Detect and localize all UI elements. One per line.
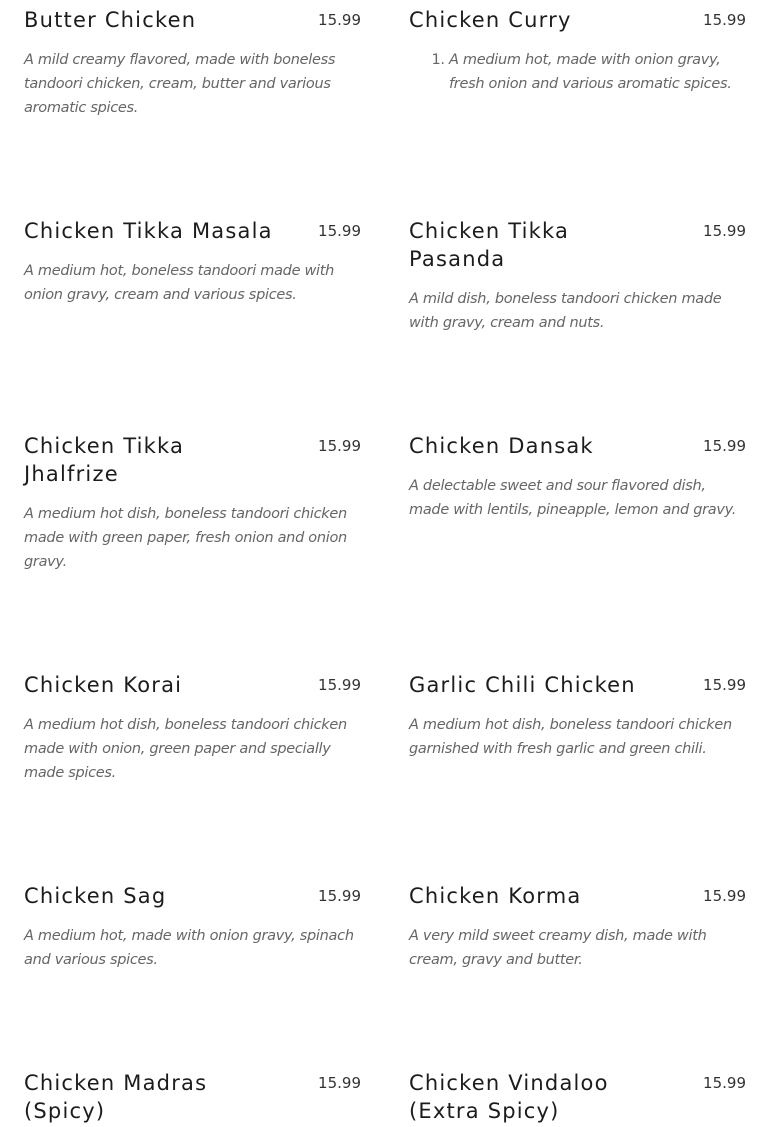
- menu-item: [409, 882, 746, 972]
- menu-item: [24, 217, 361, 307]
- menu-item-name: Chicken Tikka Pasanda: [409, 219, 570, 271]
- menu-item-name: Chicken Tikka Masala: [24, 219, 273, 243]
- menu-item-price: 15.99: [703, 222, 746, 240]
- menu-item-price: 15.99: [318, 222, 361, 240]
- menu-item: [409, 671, 746, 761]
- menu-item-name: Chicken Korai: [24, 673, 183, 697]
- menu-item-name: Chicken Korma: [409, 884, 582, 908]
- menu-item-description: A medium hot, boneless tandoori made with onion gravy, cream and various spices.: [24, 263, 335, 303]
- menu-item: [409, 6, 746, 96]
- menu-item-price: 15.99: [318, 1074, 361, 1092]
- menu-item-description: A medium hot dish, boneless tandoori chicken garnished with fresh garlic and green chili.: [409, 717, 732, 757]
- menu-item: [24, 671, 361, 785]
- menu-item-description: A delectable sweet and sour flavored dish, made with lentils, pineapple, lemon and gravy.: [409, 478, 737, 518]
- menu-item-price: 15.99: [703, 11, 746, 29]
- menu-item-description: 1. A medium hot, made with onion gravy, fresh onion and various aromatic spices.: [449, 48, 746, 96]
- menu-item-description: A very mild sweet creamy dish, made with cream, gravy and butter.: [409, 928, 707, 968]
- menu-item: [409, 217, 746, 335]
- menu-item-description-list: [409, 48, 746, 96]
- menu-item-name: Chicken Madras (Spicy): [24, 1071, 208, 1123]
- menu-item-name: Chicken Dansak: [409, 434, 594, 458]
- menu-item: [409, 432, 746, 522]
- menu-item: [24, 6, 361, 120]
- menu-item-description: A medium hot, made with onion gravy, spinach and various spices.: [24, 928, 354, 968]
- menu-item-price: 15.99: [703, 437, 746, 455]
- menu-item-description: A mild creamy flavored, made with boneless tandoori chicken, cream, butter and various aromatic spices.: [24, 52, 336, 116]
- menu-item-name: Butter Chicken: [24, 8, 197, 32]
- menu-item-price: 15.99: [318, 437, 361, 455]
- menu-item: [24, 882, 361, 972]
- menu-item-name: Chicken Curry: [409, 8, 572, 32]
- menu-item-name: Garlic Chili Chicken: [409, 673, 636, 697]
- menu-item-price: 15.99: [703, 676, 746, 694]
- menu-item-name: Chicken Vindaloo (Extra Spicy): [409, 1071, 609, 1123]
- menu-item-price: 15.99: [703, 1074, 746, 1092]
- menu-item-description: A medium hot dish, boneless tandoori chicken made with green paper, fresh onion and onion gravy.: [24, 506, 347, 570]
- menu-item-name: Chicken Sag: [24, 884, 167, 908]
- menu-item-description: A medium hot dish, boneless tandoori chicken made with onion, green paper and specially made spices.: [24, 717, 347, 781]
- menu-item-name: Chicken Tikka Jhalfrize: [24, 434, 185, 486]
- menu-item: [24, 432, 361, 574]
- menu-item-price: 15.99: [318, 887, 361, 905]
- menu-item-description: A mild dish, boneless tandoori chicken made with gravy, cream and nuts.: [409, 291, 722, 331]
- menu-item-price: 15.99: [703, 887, 746, 905]
- menu-item: [409, 1069, 746, 1125]
- menu-item-price: 15.99: [318, 11, 361, 29]
- menu-item: [24, 1069, 361, 1125]
- menu-item-price: 15.99: [318, 676, 361, 694]
